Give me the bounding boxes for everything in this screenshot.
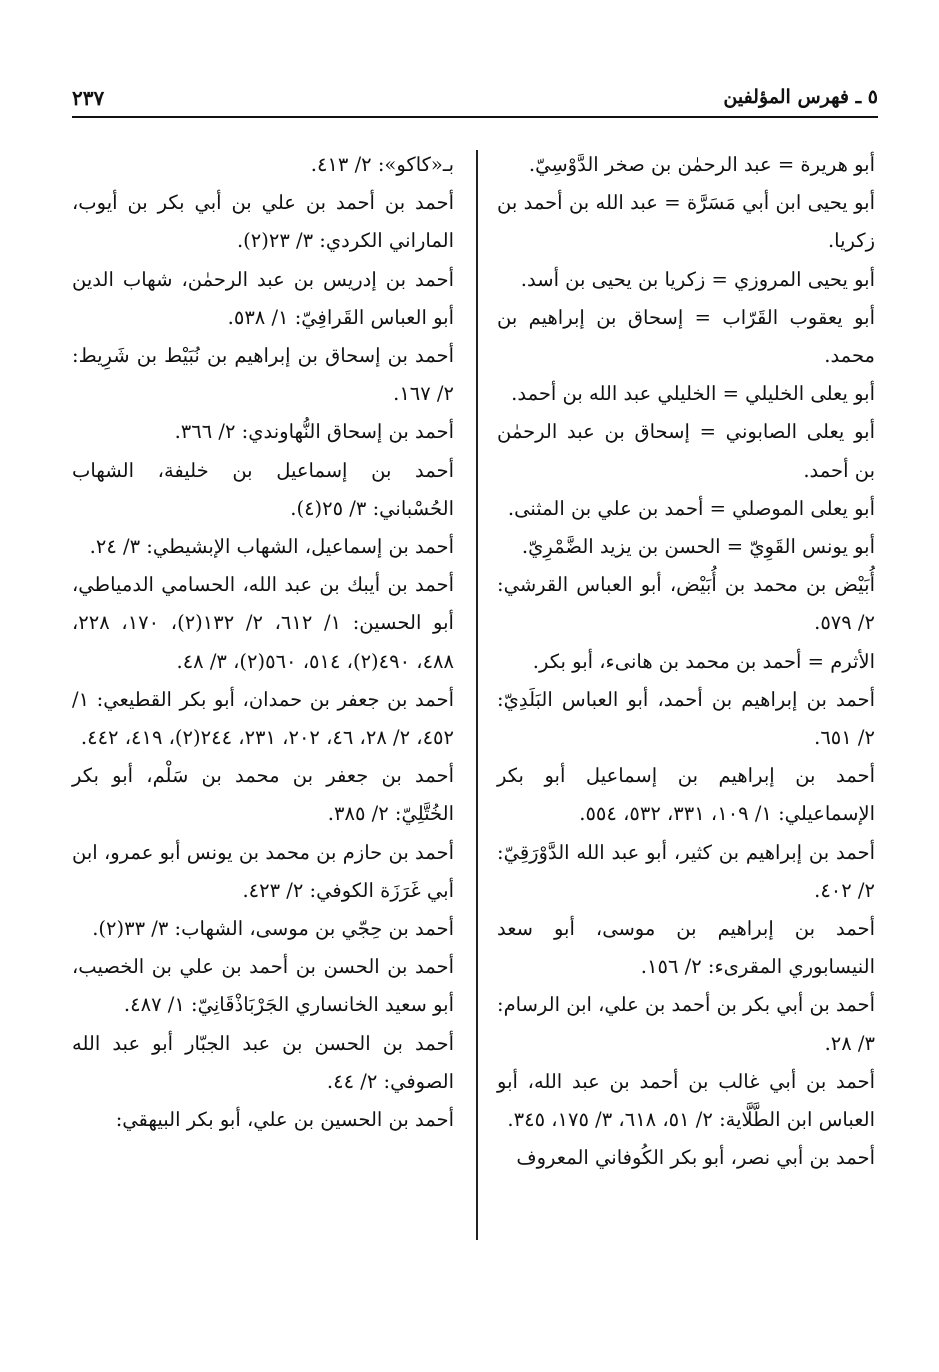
index-entry: أحمد بن إسحاق النُّهاوندي: ٢/ ٣٦٦.	[174, 420, 454, 444]
index-entry: أحمد بن إبراهيم بن إسماعيل أبو بكر الإسماعيلي: ١/ ١٠٩، ٣٣١، ٥٣٢، ٥٥٤.	[497, 764, 875, 826]
index-entry: أبو يعلى الخليلي = الخليلي عبد الله بن أحمد.	[511, 382, 875, 406]
index-entry: أبو يعلى الصابوني = إسحاق بن عبد الرحمٰن بن أحمد.	[497, 420, 875, 482]
index-entry: أحمد بن الحسين بن علي، أبو بكر البيهقي:	[115, 1108, 454, 1132]
index-entry: أحمد بن إبراهيم بن كثير، أبو عبد الله الدَّوْرَقِيّ: ٢/ ٤٠٢.	[497, 840, 875, 902]
index-entry: الأثرم = أحمد بن محمد بن هانىء، أبو بكر.	[532, 649, 875, 673]
left-column	[72, 146, 454, 1139]
index-entry: أحمد بن حازم بن محمد بن يونس أبو عمرو، ابن أبي غَرَزَة الكوفي: ٢/ ٤٢٣.	[72, 840, 454, 902]
index-entry: أُبَيْض بن محمد بن أُبَيْض، أبو العباس القرشي: ٢/ ٥٧٩.	[497, 573, 875, 635]
index-entry: أبو يعقوب القَرّاب = إسحاق بن إبراهيم بن محمد.	[497, 305, 875, 368]
index-entry: أحمد بن إسماعيل، الشهاب الإبشيطي: ٣/ ٢٤.	[89, 535, 454, 559]
section-title: ٥ ـ فهرس المؤلفين	[723, 86, 878, 108]
index-entry: أحمد بن إدريس بن عبد الرحمٰن، شهاب الدين أبو العباس القَرافِيّ: ١/ ٥٣٨.	[72, 267, 454, 329]
index-entry: أحمد بن الحسن بن عبد الجبّار أبو عبد الله الصوفي: ٢/ ٤٤.	[72, 1031, 454, 1093]
index-entry: أحمد بن أيبك بن عبد الله، الحسامي الدمياطي، أبو الحسين: ١/ ٦١٢، ٢/ ١٣٢(٢)، ١٧٠، ٢٢٨، ٤٨٨، ٤٩٠(٢)، ٥١٤، ٥٦٠(٢)، ٣/ ٤٨.	[72, 573, 454, 673]
index-entry: أبو هريرة = عبد الرحمٰن بن صخر الدَّوْسِيّ.	[528, 153, 875, 176]
column-divider	[476, 150, 478, 1240]
index-entry: أحمد بن إبراهيم بن موسى، أبو سعد النيسابوري المقرىء: ٢/ ١٥٦.	[497, 917, 875, 979]
index-entry: أحمد بن أبي غالب بن أحمد بن عبد الله، أبو العباس ابن الطَّلَّاية: ٢/ ٥١، ٦١٨، ٣/ ١٧٥، ٣٤٥.	[497, 1069, 875, 1132]
index-entry: أبو يحيى المروزي = زكريا بن يحيى بن أسد.	[520, 267, 875, 291]
page-number: ٢٣٧	[72, 86, 105, 110]
index-entry: أحمد بن حِجّي بن موسى، الشهاب: ٣/ ٣٣(٢).	[92, 917, 454, 941]
index-entry: أبو يحيى ابن أبي مَسَرَّة = عبد الله بن أحمد بن زكريا.	[497, 191, 875, 253]
index-entry: أحمد بن جعفر بن محمد بن سَلْم، أبو بكر الخُتَّلِيّ: ٢/ ٣٨٥.	[72, 764, 454, 826]
index-entry: أحمد بن إسحاق بن إبراهيم بن نُبَيْط بن شَرِيط: ٢/ ١٦٧.	[72, 344, 454, 406]
index-entry: أحمد بن إسماعيل بن خليفة، الشهاب الحُسْباني: ٣/ ٢٥(٤).	[72, 458, 454, 520]
index-entry: أبو يعلى الموصلي = أحمد بن علي بن المثنى.	[507, 496, 875, 520]
index-entry: أحمد بن إبراهيم بن أحمد، أبو العباس البَلَدِيّ: ٢/ ٦٥١.	[497, 687, 875, 750]
right-column	[497, 146, 875, 1177]
page-header	[72, 86, 878, 118]
index-entry: أحمد بن أحمد بن علي بن أبي بكر بن أيوب، الماراني الكردي: ٣/ ٢٣(٢).	[72, 191, 454, 253]
index-entry: بـ«كاكو»: ٢/ ٤١٣.	[310, 153, 454, 176]
index-entry: أحمد بن جعفر بن حمدان، أبو بكر القطيعي: ١/ ٤٥٢، ٢/ ٢٨، ٤٦، ٢٠٢، ٢٣١، ٢٤٤(٢)، ٤١٩، ٤٤٢.	[72, 687, 454, 750]
index-entry: أبو يونس القَوِيّ = الحسن بن يزيد الضَّمْرِيّ.	[521, 535, 875, 559]
index-entry: أحمد بن الحسن بن أحمد بن علي بن الخصيب، أبو سعيد الخانساري الجَرْبَاذْقَانِيّ: ١/ ٤٨٧.	[72, 955, 454, 1017]
index-entry: أحمد بن أبي نصر، أبو بكر الكُوفاني المعروف	[516, 1146, 875, 1170]
index-entry: أحمد بن أبي بكر بن أحمد بن علي، ابن الرسام: ٣/ ٢٨.	[497, 993, 875, 1055]
